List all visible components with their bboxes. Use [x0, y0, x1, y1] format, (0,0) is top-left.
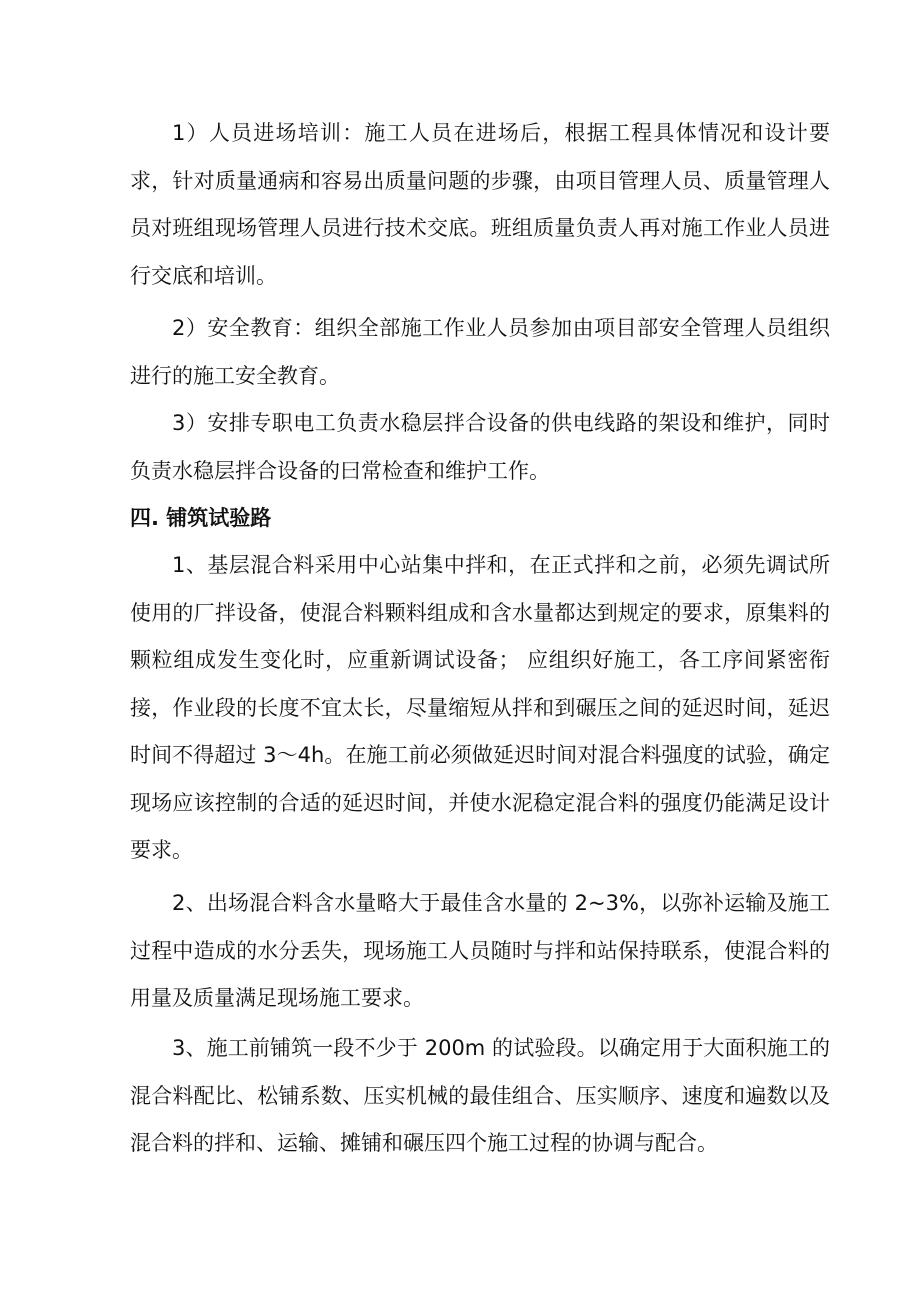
- paragraph-test-section: 3、施工前铺筑一段不少于 200m 的试验段。以确定用于大面积施工的混合料配比、松铺系数、压实机械的最佳组合、压实顺序、速度和遍数以及混合料的拌和、运输、摊铺和碾压四个施工过程的协调与配合。: [130, 1036, 830, 1155]
- paragraph-moisture-content: 2、出场混合料含水量略大于最佳含水量的 2~3%，以弥补运输及施工过程中造成的水分丢失，现场施工人员随时与拌和站保持联系，使混合料的用量及质量满足现场施工要求。: [130, 891, 830, 1010]
- section-heading: 四. 铺筑试验路: [130, 506, 272, 530]
- paragraph-safety-education: 2）安全教育：组织全部施工作业人员参加由项目部安全管理人员组织进行的施工安全教育。: [130, 316, 830, 388]
- paragraph-mixing-station: 1、基层混合料采用中心站集中拌和，在正式拌和之前，必须先调试所使用的厂拌设备，使混合料颗料组成和含水量都达到规定的要求，原集料的颗粒组成发生变化时，应重新调试设备； 应组织好施工，各工序间紧密衔接，作业段的长度不宜太长，尽量缩短从拌和到碾压之间的延迟时间，延迟时间不得超过 3～4h。在施工前必须做延迟时间对混合料强度的试验，确定现场应该控制的合适的延迟时间，并使水泥稳定混合料的强度仍能满足设计要求。: [130, 553, 830, 862]
- paragraph-personnel-training: 1）人员进场培训：施工人员在进场后，根据工程具体情况和设计要求，针对质量通病和容易出质量问题的步骤，由项目管理人员、质量管理人员对班组现场管理人员进行技术交底。班组质量负责人再对施工作业人员进行交底和培训。: [130, 121, 830, 288]
- paragraph-electrician-arrangement: 3）安排专职电工负责水稳层拌合设备的供电线路的架设和维护，同时负责水稳层拌合设备的曰常检查和维护工作。: [130, 411, 830, 483]
